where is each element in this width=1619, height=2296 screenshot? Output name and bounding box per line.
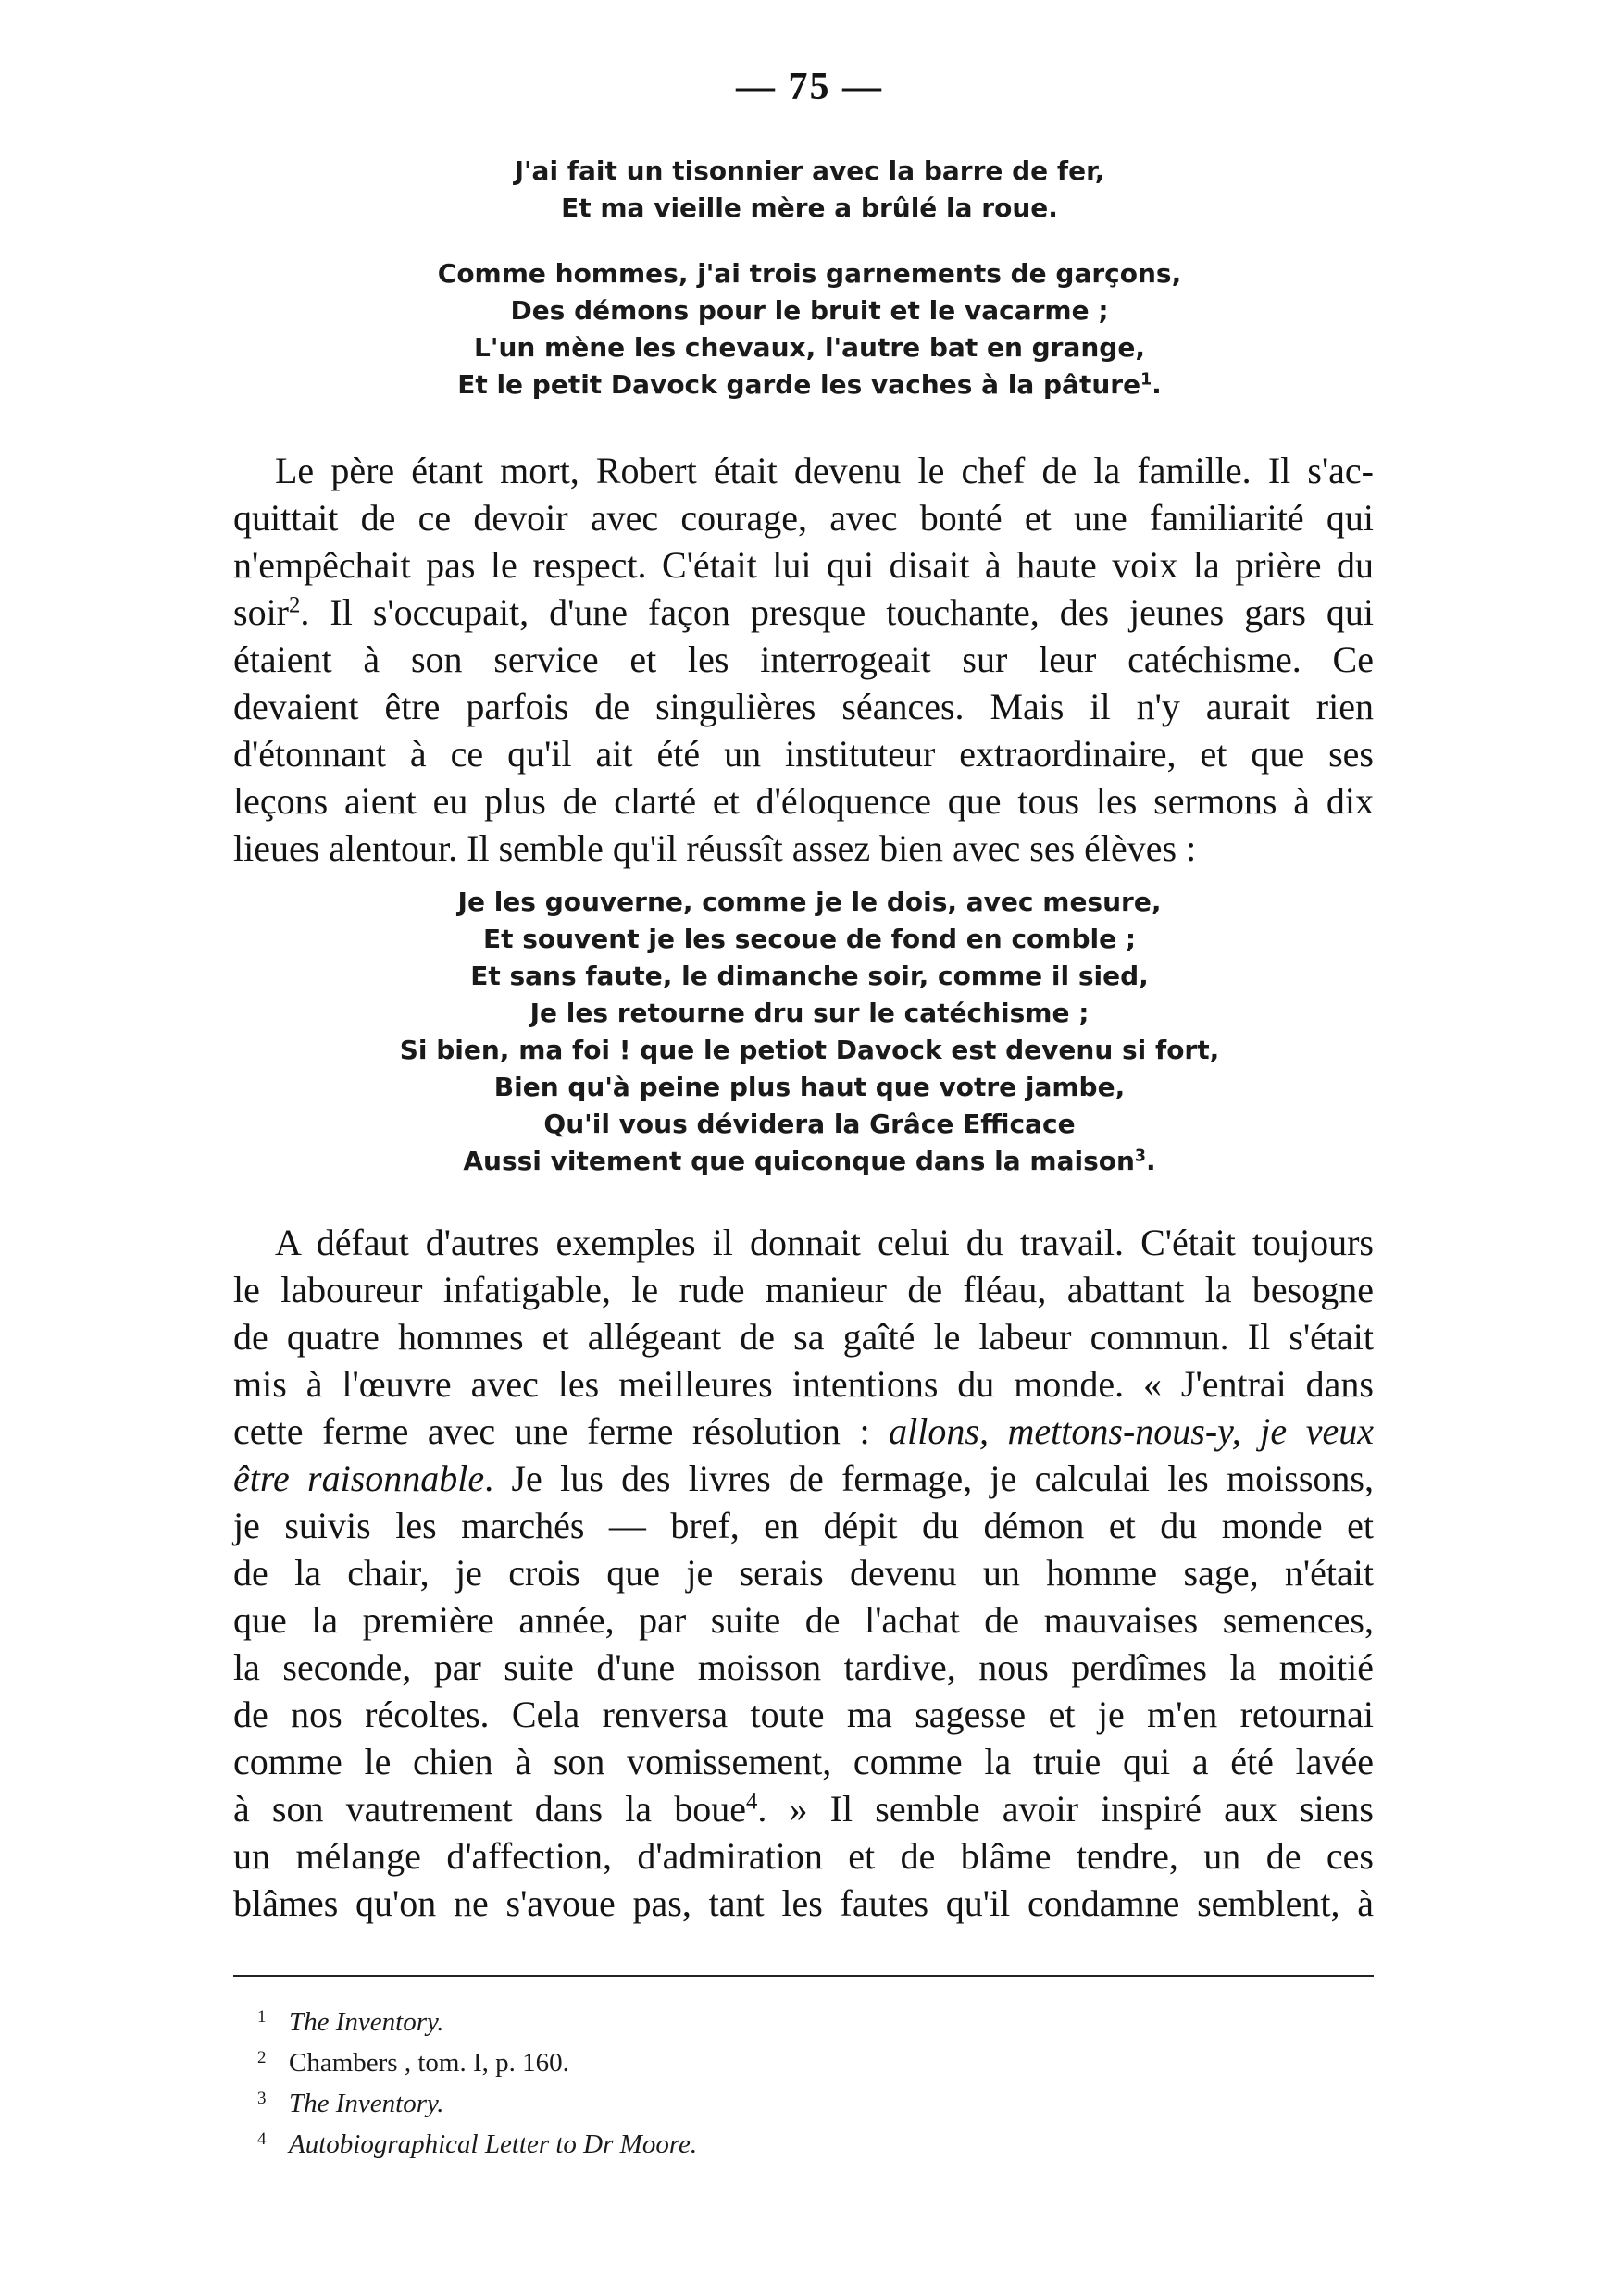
paragraph-text: à son vautrement dans la boue (233, 1788, 746, 1830)
quote-italic: être raisonnable (233, 1458, 485, 1499)
verse-stanza-3 (0, 884, 1619, 1180)
footnote-ref[interactable]: 2 (289, 592, 301, 618)
paragraph-line: Le père étant mort, Robert était devenu le chef de la famille. Il s'ac- (275, 450, 1374, 491)
footnote-mark: 2 (257, 2048, 267, 2067)
paragraph-line: n'empêchait pas le respect. C'était lui qui disait à haute voix la prière du (233, 544, 1374, 586)
verse-line: Comme hommes, j'ai trois garnements de garçons, (437, 258, 1182, 289)
paragraph-text: . Il s'occupait, d'une façon presque touchante, des jeunes gars qui (300, 591, 1374, 633)
verse-line: Et souvent je les secoue de fond en comble ; (482, 924, 1137, 954)
paragraph-line: lieues alentour. Il semble qu'il réussît assez bien avec ses élèves : (233, 827, 1197, 869)
paragraph-line: la seconde, par suite d'une moisson tardive, nous perdîmes la moitié (233, 1646, 1374, 1688)
paragraph-line: étaient à son service et les interrogeait sur leur catéchisme. Ce (233, 639, 1374, 680)
footnote-4 (257, 2119, 697, 2160)
verse-stanza-1 (0, 153, 1619, 227)
paragraph-line: je suivis les marchés — bref, en dépit du démon et du monde et (233, 1505, 1374, 1546)
paragraph-line: que la première année, par suite de l'achat de mauvaises semences, (233, 1599, 1374, 1641)
page-number: — 75 — (736, 66, 883, 108)
footnote-3 (257, 2079, 697, 2119)
paragraph-text: soir (233, 591, 289, 633)
paragraph-line: le laboureur infatigable, le rude manieur de fléau, abattant la besogne (233, 1269, 1374, 1310)
verse-line: Je les retourne dru sur le catéchisme ; (529, 998, 1090, 1028)
paragraph-line: un mélange d'affection, d'admiration et de blâme tendre, un de ces (233, 1835, 1374, 1877)
verse-line: Des démons pour le bruit et le vacarme ; (510, 295, 1109, 326)
verse-line-text: Aussi vitement que quiconque dans la maison (463, 1146, 1135, 1176)
paragraph-line (233, 1455, 1374, 1502)
footnote-ref[interactable]: 4 (745, 1789, 758, 1815)
verse-line: Je les gouverne, comme je le dois, avec mesure, (457, 887, 1162, 917)
paragraph-text: cette ferme avec une ferme résolution : (233, 1410, 870, 1452)
paragraph-line: A défaut d'autres exemples il donnait celui du travail. C'était toujours (275, 1222, 1374, 1263)
footnotes (257, 1997, 697, 2160)
verse-stanza-2 (0, 255, 1619, 403)
verse-line-text: Et le petit Davock garde les vaches à la pâture (457, 369, 1141, 400)
footnote-text: Chambers , tom. I, p. 160. (289, 2048, 569, 2078)
footnote-mark: 1 (257, 2007, 267, 2027)
paragraph-line: devaient être parfois de singulières séances. Mais il n'y aurait rien (233, 686, 1374, 727)
paragraph-line: mis à l'œuvre avec les meilleures intentions du monde. « J'entrai dans (233, 1363, 1374, 1405)
verse-line: Aussi vitement que quiconque dans la maison$^3$. (463, 1146, 1156, 1176)
footnote-mark: 4 (257, 2129, 267, 2149)
paragraph-line: leçons aient eu plus de clarté et d'éloquence que tous les sermons à dix (233, 780, 1374, 822)
paragraph-line: de nos récoltes. Cela renversa toute ma sagesse et je m'en retournai (233, 1694, 1374, 1735)
paragraph-text: . » Il semble avoir inspiré aux siens (757, 1788, 1375, 1830)
quote-italic: allons, mettons-nous-y, je veux (889, 1410, 1375, 1452)
footnote-ref[interactable]: 3 (1134, 1147, 1146, 1166)
paragraph-line: de quatre hommes et allégeant de sa gaîté le labeur commun. Il s'était (233, 1316, 1374, 1358)
paragraph-line (233, 1785, 1374, 1832)
verse-line: Qu'il vous dévidera la Grâce Efficace (543, 1109, 1076, 1139)
paragraph-line: quittait de ce devoir avec courage, avec bonté et une familiarité qui (233, 497, 1374, 539)
footnote-2 (257, 2038, 697, 2079)
paragraph-1 (233, 447, 1374, 872)
paragraph-line (233, 589, 1374, 636)
paragraph-line (233, 1408, 1374, 1455)
footnote-1 (257, 1997, 697, 2038)
footnote-text: Autobiographical Letter to Dr Moore. (289, 2129, 698, 2159)
footnote-ref[interactable]: 1 (1140, 370, 1152, 390)
verse-line: Bien qu'à peine plus haut que votre jambe, (493, 1072, 1126, 1102)
verse-line: Et sans faute, le dimanche soir, comme il sied, (470, 961, 1149, 991)
footnote-mark: 3 (257, 2089, 267, 2108)
footnote-text: The Inventory. (289, 2089, 444, 2118)
paragraph-2 (233, 1219, 1374, 1927)
verse-line: Si bien, ma foi ! que le petiot Davock est devenu si fort, (399, 1035, 1220, 1065)
paragraph-line: de la chair, je crois que je serais devenu un homme sage, n'était (233, 1552, 1374, 1594)
paragraph-line: comme le chien à son vomissement, comme la truie qui a été lavée (233, 1741, 1374, 1782)
footnote-text: The Inventory. (289, 2007, 444, 2037)
paragraph-text: . Je lus des livres de fermage, je calculai les moissons, (484, 1458, 1374, 1499)
verse-line: Et ma vieille mère a brûlé la roue. (561, 192, 1058, 223)
verse-line: J'ai fait un tisonnier avec la barre de fer, (514, 155, 1105, 186)
paragraph-line: blâmes qu'on ne s'avoue pas, tant les fautes qu'il condamne semblent, à (233, 1882, 1374, 1924)
verse-line: Et le petit Davock garde les vaches à la pâture$^1$. (457, 369, 1162, 400)
footnote-divider (233, 1975, 1374, 1977)
paragraph-line: d'étonnant à ce qu'il ait été un instituteur extraordinaire, et que ses (233, 733, 1374, 775)
verse-line: L'un mène les chevaux, l'autre bat en grange, (474, 332, 1145, 363)
